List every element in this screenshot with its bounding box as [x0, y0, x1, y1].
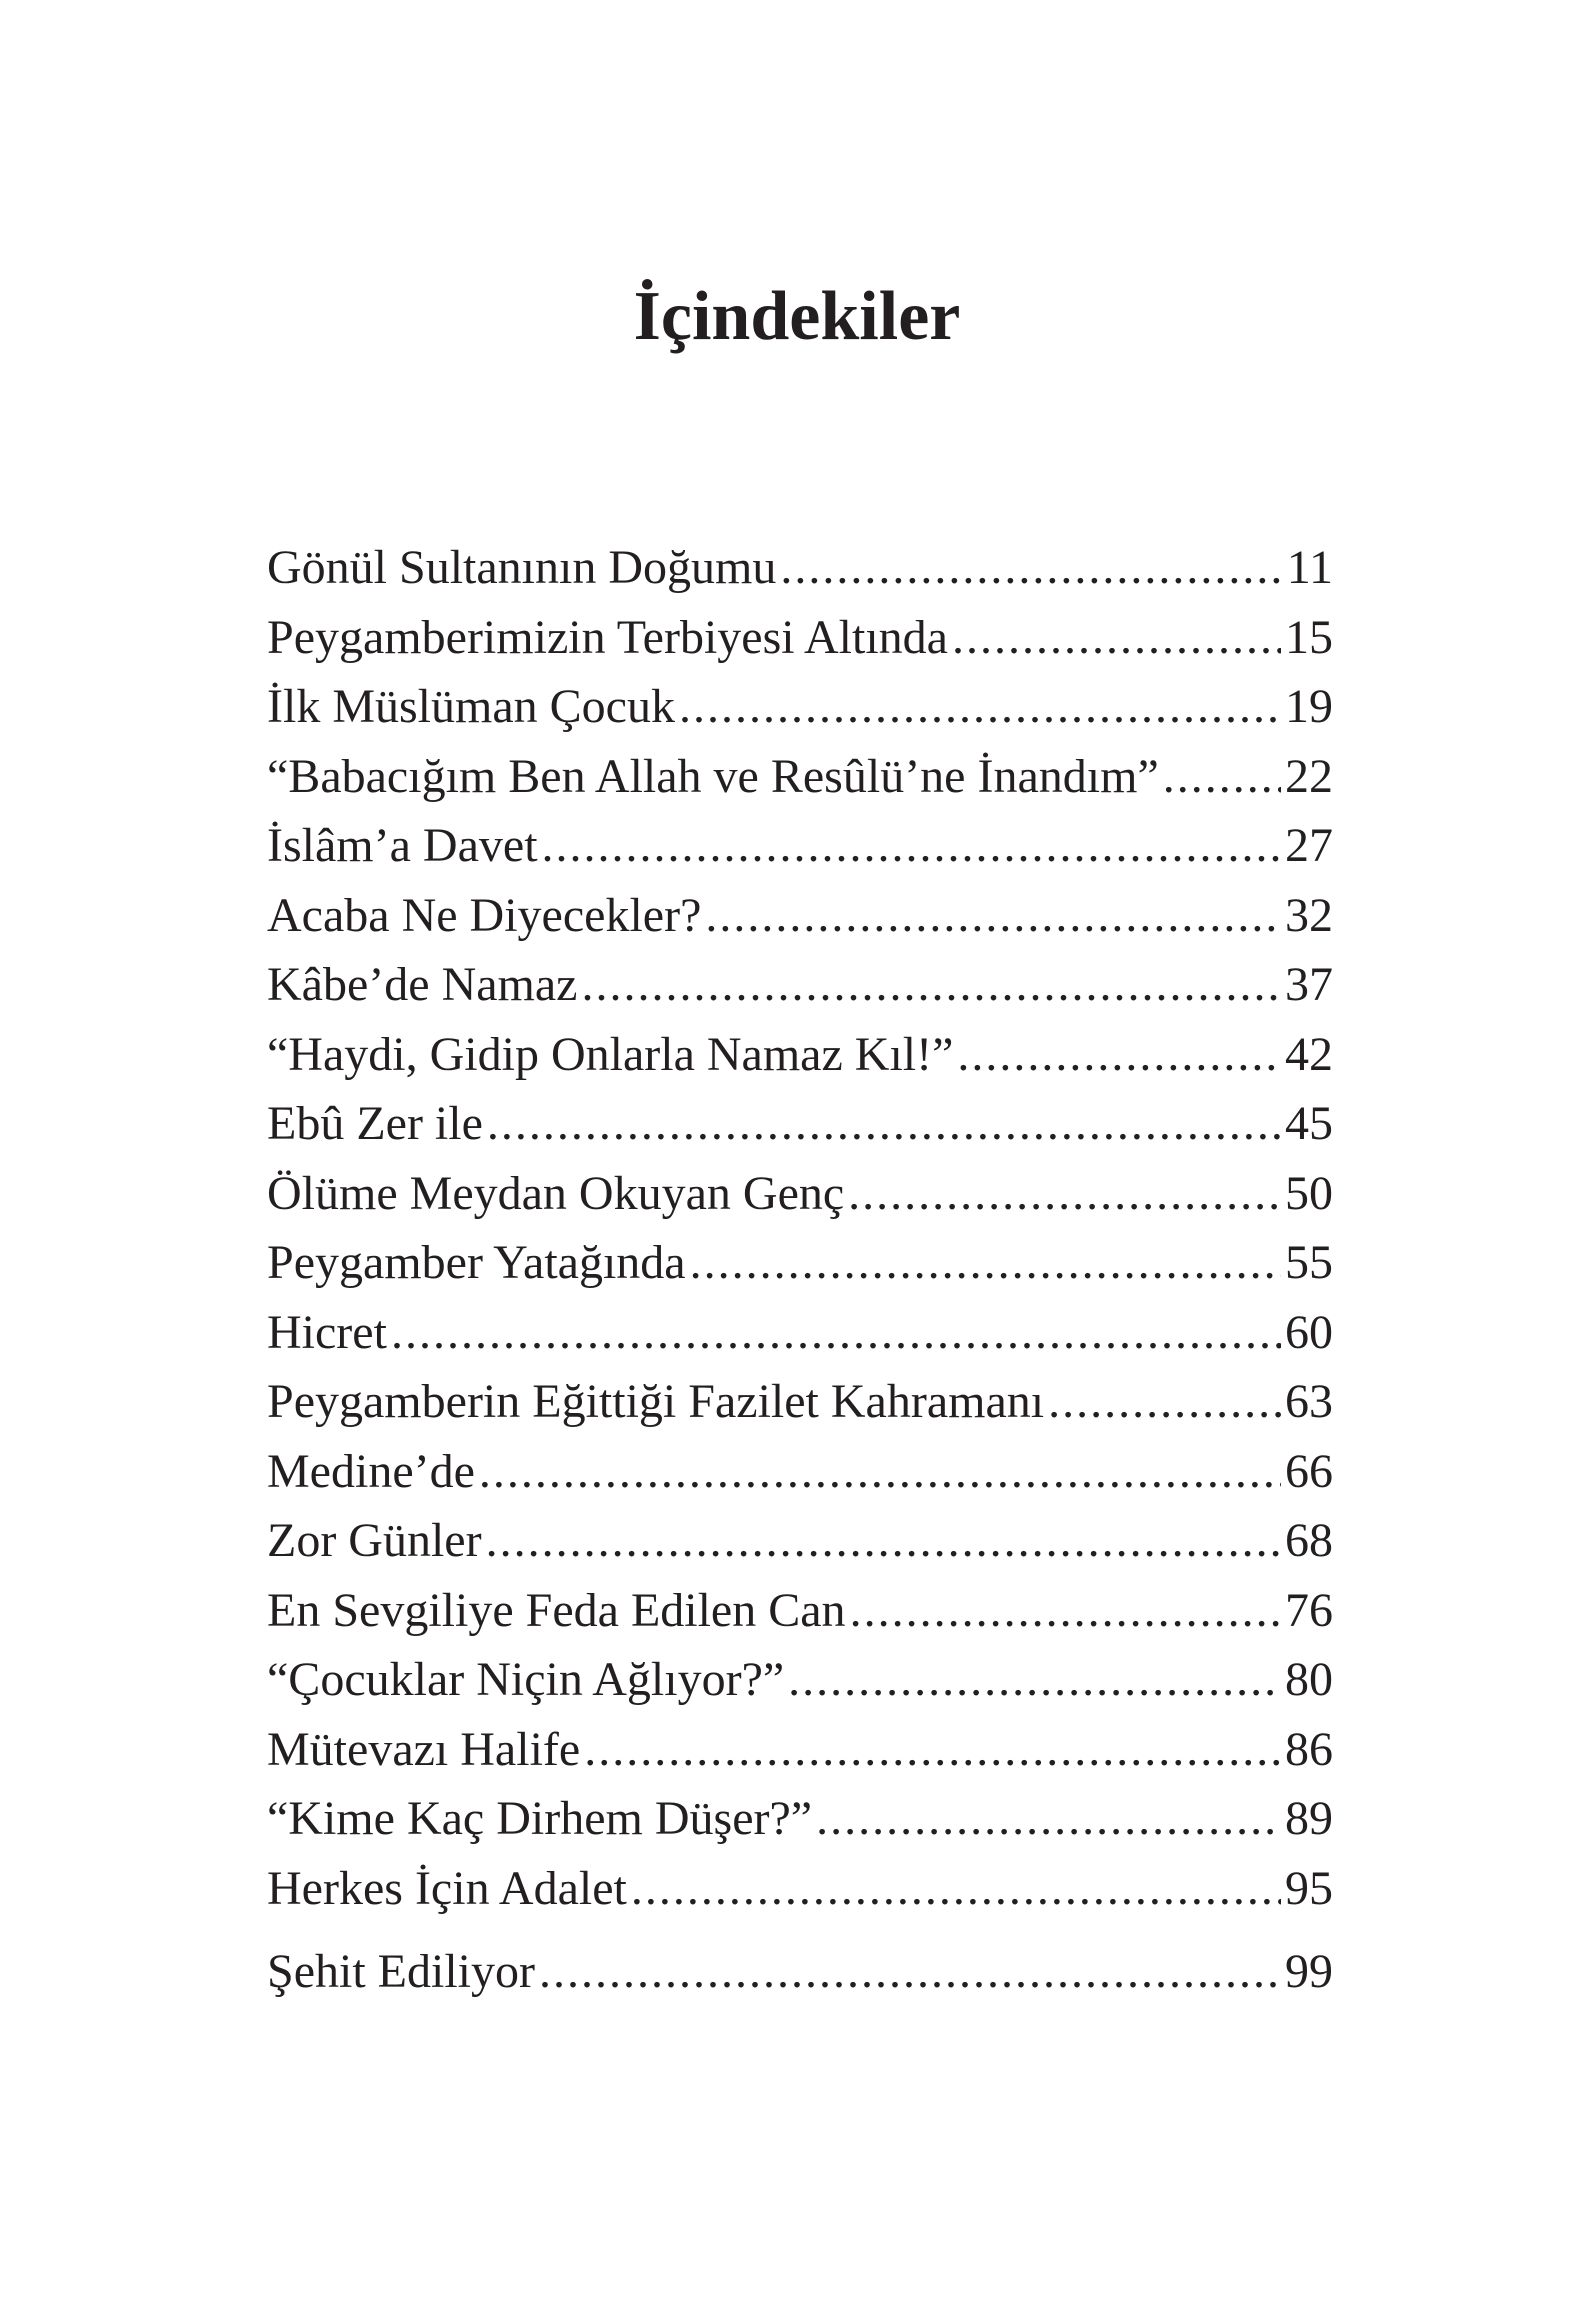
dot-leader — [952, 603, 1281, 673]
toc-entry — [267, 1784, 1333, 1854]
toc-entry — [267, 1089, 1333, 1159]
dot-leader — [486, 1506, 1281, 1576]
toc-entry-title: Peygamberin Eğittiği Fazilet Kahramanı — [267, 1375, 1045, 1428]
toc-entry-page: 42 — [1285, 1027, 1333, 1081]
toc-entry-title: Ebû Zer ile — [267, 1097, 483, 1150]
toc-list — [267, 533, 1333, 2007]
toc-entry — [267, 533, 1333, 603]
toc-entry — [267, 1506, 1333, 1576]
toc-entry-page: 37 — [1285, 958, 1333, 1011]
toc-entry — [267, 811, 1333, 881]
toc-entry — [267, 881, 1333, 951]
dot-leader — [788, 1645, 1281, 1715]
dot-leader — [679, 672, 1281, 742]
toc-entry-title: “Haydi, Gidip Onlarla Namaz Kıl!” — [267, 1027, 954, 1081]
dot-leader — [705, 881, 1281, 951]
dot-leader — [542, 811, 1281, 881]
toc-entry-title: Medine’de — [267, 1444, 475, 1498]
toc-entry — [267, 1367, 1333, 1437]
toc-entry — [267, 950, 1333, 1020]
toc-entry-page: 27 — [1285, 819, 1333, 872]
toc-entry-title: “Babacığım Ben Allah ve Resûlü’ne İnandım” — [267, 749, 1159, 803]
toc-entry-page: 32 — [1285, 888, 1333, 942]
toc-entry — [267, 603, 1333, 673]
toc-entry — [267, 742, 1333, 812]
toc-entry-page: 89 — [1285, 1792, 1333, 1845]
toc-entry — [267, 672, 1333, 742]
toc-entry-title: Peygamber Yatağında — [267, 1236, 686, 1289]
toc-entry-page: 76 — [1285, 1583, 1333, 1637]
toc-entry — [267, 1437, 1333, 1507]
dot-leader — [816, 1784, 1281, 1854]
toc-entry-page: 50 — [1285, 1166, 1333, 1220]
toc-entry — [267, 1228, 1333, 1298]
toc-entry — [267, 1937, 1333, 2007]
dot-leader — [479, 1437, 1281, 1507]
toc-entry-page: 45 — [1285, 1097, 1333, 1150]
toc-entry-title: Ölüme Meydan Okuyan Genç — [267, 1166, 845, 1220]
toc-entry-title: Gönül Sultanının Doğumu — [267, 541, 777, 594]
toc-entry-title: Peygamberimizin Terbiyesi Altında — [267, 610, 948, 664]
toc-entry-title: İlk Müslüman Çocuk — [267, 680, 675, 733]
toc-entry-page: 15 — [1285, 610, 1333, 664]
toc-entry-page: 22 — [1285, 749, 1333, 803]
dot-leader — [850, 1576, 1281, 1646]
dot-leader — [487, 1089, 1281, 1159]
dot-leader — [1163, 742, 1281, 812]
toc-entry-title: İslâm’a Davet — [267, 819, 538, 872]
dot-leader — [581, 950, 1281, 1020]
toc-entry-page: 63 — [1285, 1375, 1333, 1428]
toc-entry-page: 55 — [1285, 1236, 1333, 1289]
toc-entry-page: 11 — [1286, 541, 1333, 594]
toc-entry-title: Mütevazı Halife — [267, 1722, 581, 1776]
toc-entry — [267, 1645, 1333, 1715]
toc-entry-title: Acaba Ne Diyecekler? — [267, 888, 702, 942]
toc-entry-title: En Sevgiliye Feda Edilen Can — [267, 1583, 846, 1637]
dot-leader — [690, 1228, 1281, 1298]
toc-entry-title: Hicret — [267, 1305, 387, 1359]
dot-leader — [957, 1020, 1281, 1090]
toc-entry-title: “Kime Kaç Dirhem Düşer?” — [267, 1792, 813, 1845]
toc-entry-title: Herkes İçin Adalet — [267, 1861, 627, 1915]
dot-leader — [1048, 1367, 1281, 1437]
toc-entry-page: 19 — [1285, 680, 1333, 733]
dot-leader — [391, 1298, 1281, 1368]
dot-leader — [631, 1854, 1281, 1924]
toc-entry-title: Kâbe’de Namaz — [267, 958, 578, 1011]
toc-entry-title: Zor Günler — [267, 1514, 482, 1567]
page-title: İçindekiler — [633, 278, 961, 355]
toc-entry-page: 68 — [1285, 1514, 1333, 1567]
toc-entry-page: 66 — [1285, 1444, 1333, 1498]
dot-leader — [780, 533, 1282, 603]
toc-entry-title: Şehit Ediliyor — [267, 1945, 535, 1998]
toc-entry-page: 95 — [1285, 1861, 1333, 1915]
toc-entry — [267, 1576, 1333, 1646]
toc-entry-title: “Çocuklar Niçin Ağlıyor?” — [267, 1653, 785, 1706]
dot-leader — [584, 1715, 1281, 1785]
toc-entry — [267, 1715, 1333, 1785]
toc-entry — [267, 1854, 1333, 1924]
toc-entry-page: 80 — [1285, 1653, 1333, 1706]
toc-entry-page: 60 — [1285, 1305, 1333, 1359]
toc-entry-page: 86 — [1285, 1722, 1333, 1776]
toc-entry — [267, 1020, 1333, 1090]
dot-leader — [848, 1159, 1281, 1229]
toc-entry-page: 99 — [1285, 1945, 1333, 1998]
toc-entry — [267, 1298, 1333, 1368]
toc-entry — [267, 1159, 1333, 1229]
dot-leader — [539, 1937, 1281, 2007]
